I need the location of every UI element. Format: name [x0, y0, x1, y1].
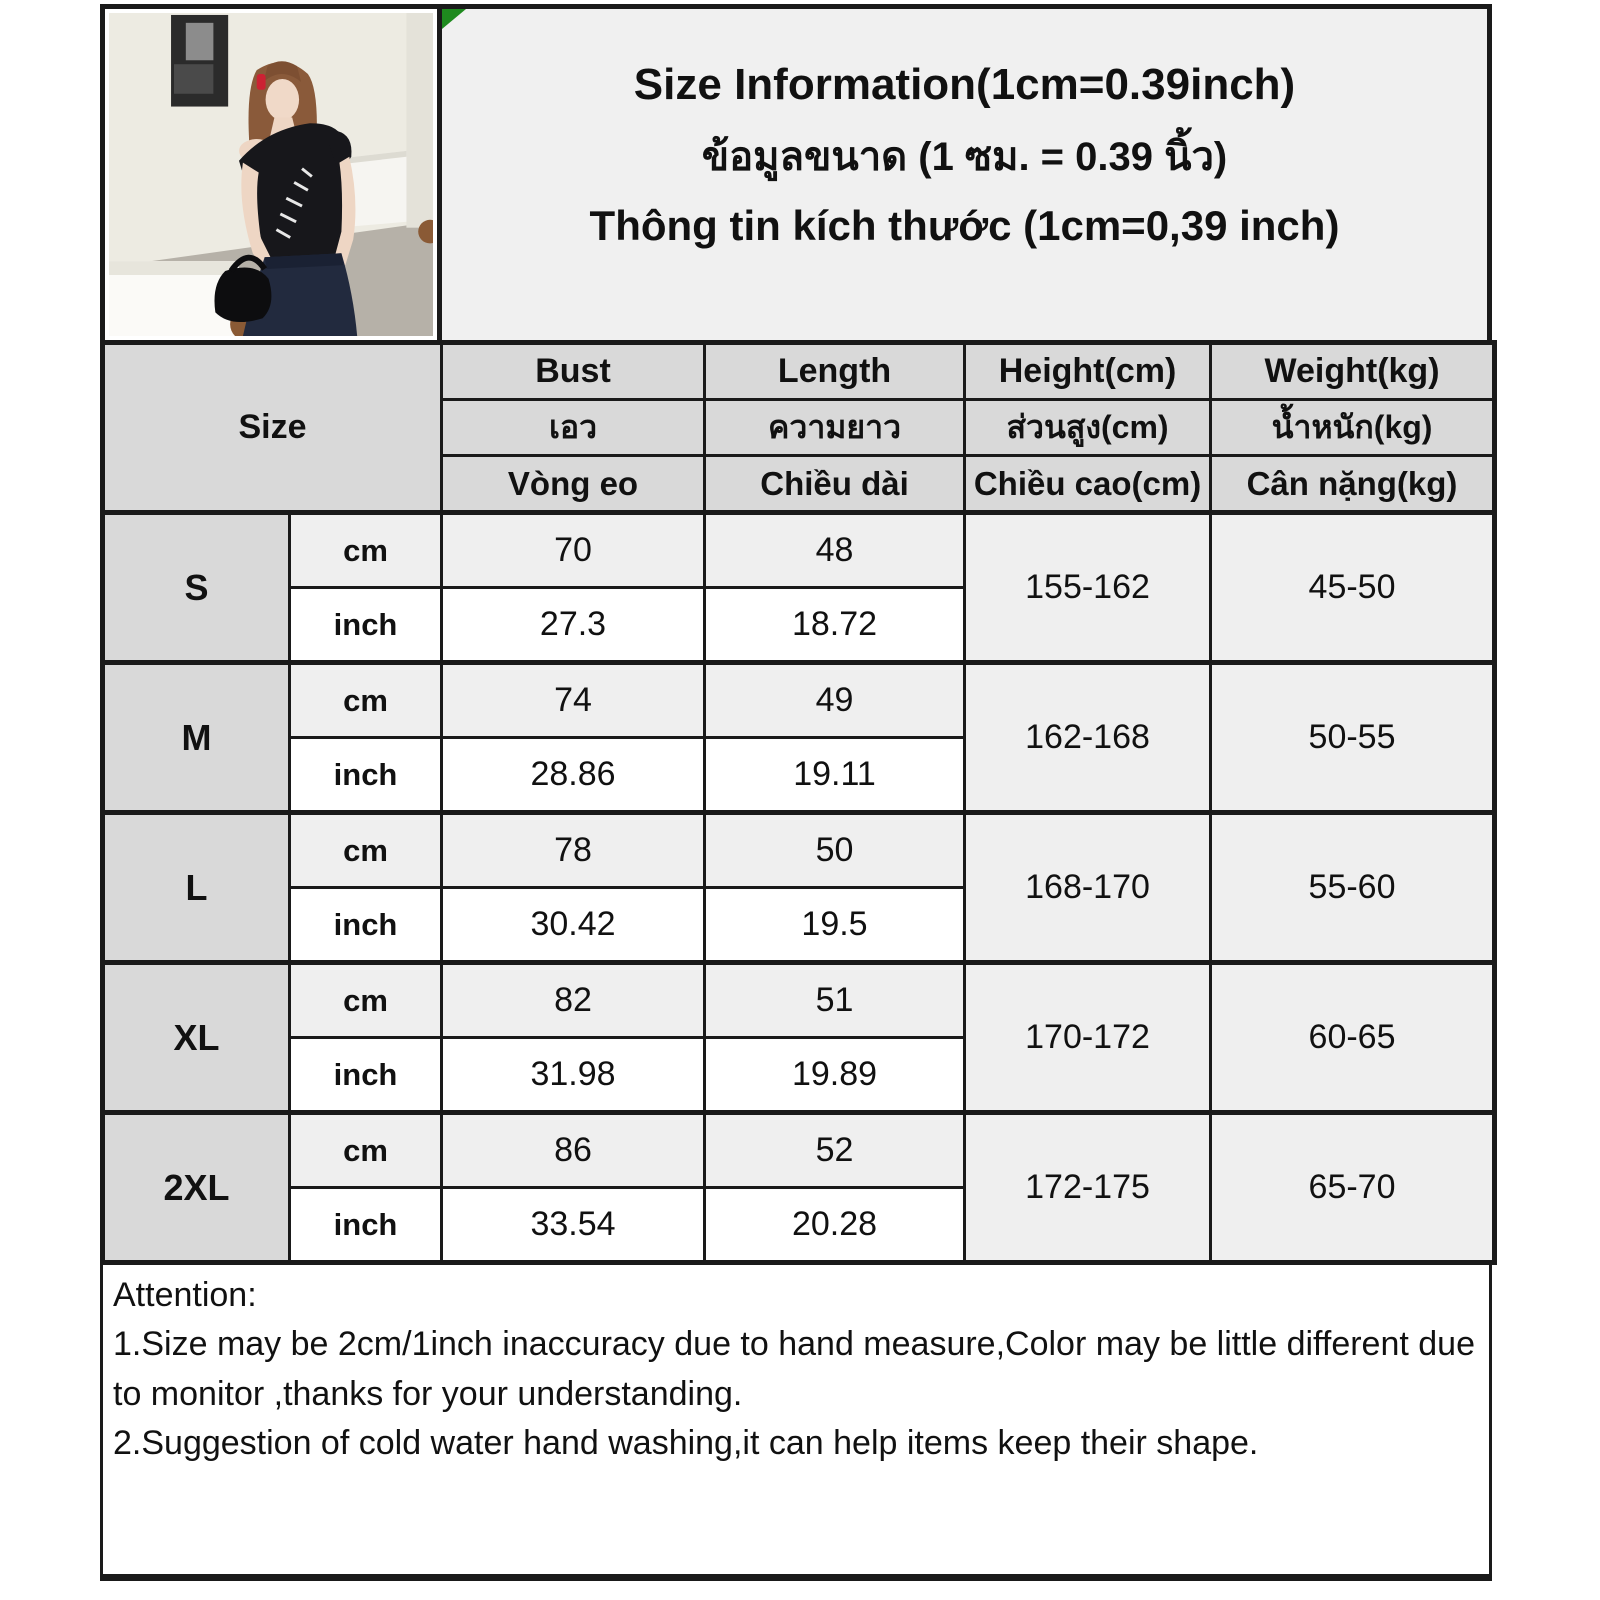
table-row — [103, 663, 1495, 738]
length-cm-value: 48 — [705, 513, 965, 588]
col-header-bust-vi: Vòng eo — [442, 456, 705, 513]
size-header-cell: Size — [103, 343, 442, 513]
attention-heading: Attention: — [113, 1276, 257, 1314]
height-value: 170-172 — [965, 963, 1211, 1113]
size-label-xl: XL — [103, 963, 290, 1113]
unit-inch: inch — [290, 1188, 442, 1263]
height-value: 155-162 — [965, 513, 1211, 663]
attention-note-2: 2.Suggestion of cold water hand washing,it can help items keep their shape. — [113, 1423, 1259, 1462]
red-hair-clip — [257, 74, 266, 90]
weight-value: 45-50 — [1211, 513, 1495, 663]
unit-inch: inch — [290, 588, 442, 663]
table-row — [103, 813, 1495, 888]
bust-cm-value: 70 — [442, 513, 705, 588]
unit-cm: cm — [290, 663, 442, 738]
unit-cm: cm — [290, 1113, 442, 1188]
col-header-height-vi: Chiều cao(cm) — [965, 456, 1211, 513]
weight-value: 60-65 — [1211, 963, 1495, 1113]
col-header-bust-en: Bust — [442, 343, 705, 400]
model-face — [266, 79, 299, 120]
unit-cm: cm — [290, 963, 442, 1038]
size-table — [100, 340, 1497, 1265]
model-photo — [109, 13, 433, 336]
bust-cm-value: 78 — [442, 813, 705, 888]
height-value: 162-168 — [965, 663, 1211, 813]
col-header-weight-vi: Cân nặng(kg) — [1211, 456, 1495, 513]
height-value: 168-170 — [965, 813, 1211, 963]
attention-note-1: 1.Size may be 2cm/1inch inaccuracy due to hand measure,Color may be little different due to monitor ,thanks for your understanding. — [113, 1325, 1475, 1413]
bust-cm-value: 82 — [442, 963, 705, 1038]
wall-poster-figure — [186, 23, 214, 60]
bust-inch-value: 33.54 — [442, 1188, 705, 1263]
product-photo-cell — [105, 9, 442, 340]
length-inch-value: 19.89 — [705, 1038, 965, 1113]
height-value: 172-175 — [965, 1113, 1211, 1263]
size-chart-content — [100, 4, 1492, 1581]
header-row-english — [103, 343, 1495, 400]
col-header-weight-th: น้ำหนัก(kg) — [1211, 400, 1495, 456]
table-row — [103, 1113, 1495, 1188]
length-cm-value: 52 — [705, 1113, 965, 1188]
green-corner-flag-icon — [442, 9, 466, 29]
unit-cm: cm — [290, 513, 442, 588]
col-header-bust-th: เอว — [442, 400, 705, 456]
length-inch-value: 19.11 — [705, 738, 965, 813]
black-handbag — [214, 267, 271, 322]
bust-cm-value: 86 — [442, 1113, 705, 1188]
col-header-weight-en: Weight(kg) — [1211, 343, 1495, 400]
bust-cm-value: 74 — [442, 663, 705, 738]
wall-poster-shadow — [174, 64, 213, 94]
col-header-height-th: ส่วนสูง(cm) — [965, 400, 1211, 456]
length-cm-value: 50 — [705, 813, 965, 888]
title-thai: ข้อมูลขนาด (1 ซม. = 0.39 นิ้ว) — [701, 134, 1228, 179]
unit-inch: inch — [290, 888, 442, 963]
weight-value: 50-55 — [1211, 663, 1495, 813]
bust-inch-value: 27.3 — [442, 588, 705, 663]
size-label-m: M — [103, 663, 290, 813]
table-row — [103, 513, 1495, 588]
length-inch-value: 19.5 — [705, 888, 965, 963]
photo-pedestal-top — [109, 261, 239, 275]
bust-inch-value: 30.42 — [442, 888, 705, 963]
unit-cm: cm — [290, 813, 442, 888]
unit-inch: inch — [290, 738, 442, 813]
length-inch-value: 20.28 — [705, 1188, 965, 1263]
size-label-l: L — [103, 813, 290, 963]
title-vietnamese: Thông tin kích thước (1cm=0,39 inch) — [589, 201, 1340, 249]
title-english: Size Information(1cm=0.39inch) — [633, 59, 1296, 109]
weight-value: 65-70 — [1211, 1113, 1495, 1263]
weight-value: 55-60 — [1211, 813, 1495, 963]
bust-inch-value: 28.86 — [442, 738, 705, 813]
unit-inch: inch — [290, 1038, 442, 1113]
length-inch-value: 18.72 — [705, 588, 965, 663]
photo-corner-wall — [406, 13, 433, 228]
col-header-length-en: Length — [705, 343, 965, 400]
size-information-title-cell — [442, 9, 1487, 340]
length-cm-value: 51 — [705, 963, 965, 1038]
length-cm-value: 49 — [705, 663, 965, 738]
size-label-2xl: 2XL — [103, 1113, 290, 1263]
col-header-height-en: Height(cm) — [965, 343, 1211, 400]
col-header-length-vi: Chiều dài — [705, 456, 965, 513]
size-label-s: S — [103, 513, 290, 663]
attention-notes — [100, 1265, 1492, 1581]
top-banner — [100, 4, 1492, 340]
table-row — [103, 963, 1495, 1038]
bust-inch-value: 31.98 — [442, 1038, 705, 1113]
col-header-length-th: ความยาว — [705, 400, 965, 456]
